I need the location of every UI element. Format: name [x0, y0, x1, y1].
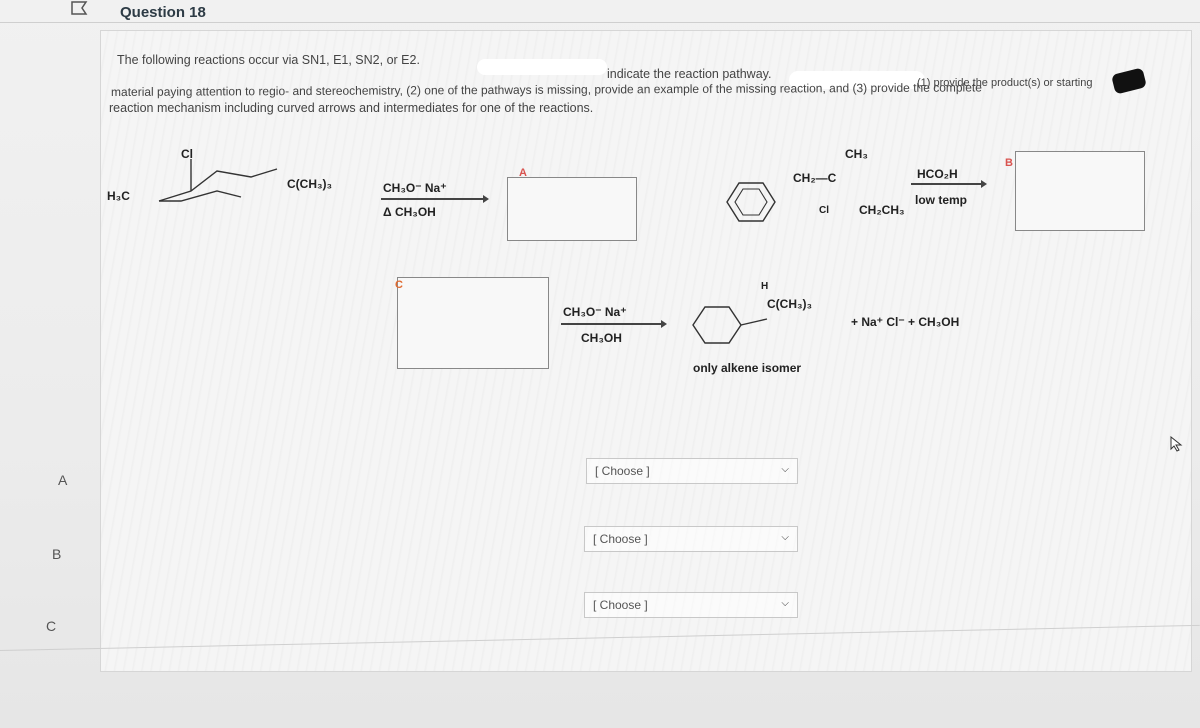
box-tag-a: A — [519, 167, 527, 179]
redaction-mark — [477, 59, 607, 75]
question-title: Question 18 — [120, 4, 206, 21]
box-tag-b: B — [1005, 157, 1013, 169]
reaction-arrow — [911, 183, 985, 185]
reaction-a-dropdown[interactable] — [586, 458, 798, 484]
benzene-ring-structure — [725, 177, 781, 227]
instruction-line-1: The following reactions occur via SN1, E1, SN2, or E2. — [117, 53, 420, 67]
instruction-line-1b: indicate the reaction pathway. — [607, 67, 772, 81]
ethyl-label: CH₂CH₃ — [859, 203, 905, 217]
instruction-line-2: material paying attention to regio- and stereochemistry, (2) one of the pathways is missing, provide an example of the missing reaction, and (3) provide the complete — [110, 80, 982, 99]
dropdown-placeholder: [ Choose ] — [593, 532, 648, 546]
question-card — [100, 30, 1192, 672]
chair-cyclohexane-structure — [121, 149, 291, 213]
row-label-a: A — [58, 472, 68, 488]
methyl-label: CH₃ — [845, 147, 868, 161]
byproducts-label: + Na⁺ Cl⁻ + CH₃OH — [851, 315, 960, 329]
answer-box-b — [1015, 151, 1145, 231]
instruction-line-1c: (1) provide the product(s) or starting — [917, 77, 1093, 89]
mouse-pointer-icon — [1170, 436, 1184, 452]
header-divider — [0, 22, 1200, 23]
reaction-arrow — [381, 198, 487, 200]
tert-butyl-label: C(CH₃)₃ — [287, 177, 333, 191]
answer-box-a — [507, 177, 637, 241]
cyclohexene-product-structure — [691, 301, 771, 353]
reaction-c-dropdown[interactable] — [584, 592, 798, 618]
reaction-b-dropdown[interactable] — [584, 526, 798, 552]
solvent-label: CH₃OH — [581, 331, 622, 345]
reaction-arrow — [561, 323, 665, 325]
reagent-label: CH₃O⁻ Na⁺ — [563, 305, 627, 319]
row-label-c: C — [46, 618, 57, 634]
question-flag-icon[interactable] — [68, 0, 92, 16]
chloride-label: Cl — [819, 205, 829, 216]
tert-butyl-label: C(CH₃)₃ — [767, 297, 813, 311]
chevron-down-icon: ⌵ — [781, 464, 789, 475]
dropdown-placeholder: [ Choose ] — [595, 464, 650, 478]
pen-scribble — [1111, 67, 1147, 94]
benzylic-carbon-label: CH₂—C — [793, 171, 837, 185]
alkene-note: only alkene isomer — [693, 361, 802, 375]
hydrogen-label: H — [761, 281, 769, 292]
methyl-substituent-label: H₃C — [107, 189, 130, 203]
instruction-line-3: reaction mechanism including curved arrows and intermediates for one of the reactions. — [109, 101, 594, 115]
condition-label: Δ CH₃OH — [383, 205, 436, 219]
answer-box-c — [397, 277, 549, 369]
reagent-label: HCO₂H — [917, 167, 958, 181]
chevron-down-icon: ⌵ — [781, 598, 789, 609]
reagent-label: CH₃O⁻ Na⁺ — [383, 181, 447, 195]
cl-substituent-label: Cl — [181, 147, 193, 161]
box-tag-c: C — [395, 279, 403, 291]
row-label-b: B — [52, 546, 62, 562]
dropdown-placeholder: [ Choose ] — [593, 598, 648, 612]
condition-label: low temp — [915, 193, 968, 207]
chevron-down-icon: ⌵ — [781, 532, 789, 543]
